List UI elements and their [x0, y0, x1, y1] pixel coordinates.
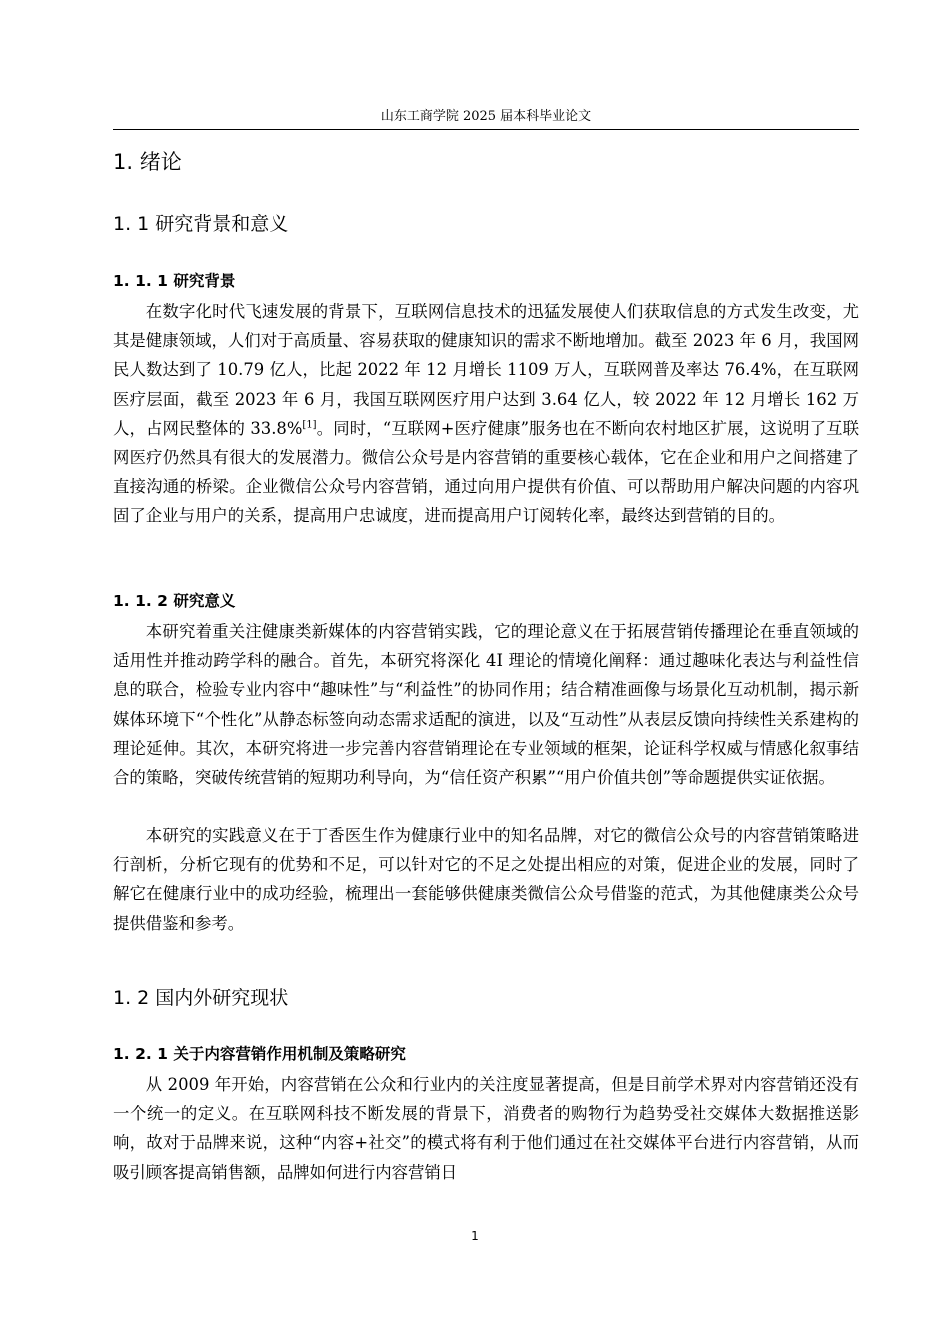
- subsection-heading-1-2-1: 1. 2. 1 关于内容营销作用机制及策略研究: [113, 1045, 406, 1063]
- chapter-title: 1. 绪论: [113, 150, 182, 174]
- paragraph-research-significance-2: 本研究的实践意义在于丁香医生作为健康行业中的知名品牌，对它的微信公众号的内容营销策略进行剖析，分析它现有的优势和不足，可以针对它的不足之处提出相应的对策，促进企业的发展，同时了解它在健康行业中的成功经验，梳理出一套能够供健康类微信公众号借鉴的范式，为其他健康类公众号提供借鉴和参考。: [113, 826, 859, 933]
- section-heading-1-2: 1. 2 国内外研究现状: [113, 987, 289, 1009]
- running-header: 山东工商学院 2025 届本科毕业论文: [380, 109, 592, 124]
- paragraph-text: 。同时，“互联网+医疗健康”服务也在不断向农村地区扩展，这说明了互联网医疗仍然具有很大的发展潜力。微信公众号是内容营销的重要核心载体，它在企业和用户之间搭建了直接沟通的桥梁。企业微信公众号内容营销，通过向用户提供有价值、可以帮助用户解决问题的内容巩固了企业与用户的关系，提高用户忠诚度，进而提高用户订阅转化率，最终达到营销的目的。: [113, 418, 859, 526]
- paragraph-research-significance-1: 本研究着重关注健康类新媒体的内容营销实践，它的理论意义在于拓展营销传播理论在垂直领域的适用性并推动跨学科的融合。首先，本研究将深化 4I 理论的情境化阐释：通过趣味化表达与利益性信息的联合，检验专业内容中“趣味性”与“利益性”的协同作用；结合精准画像与场景化互动机制，揭示新媒体环境下“个性化”从静态标签向动态需求适配的演进，以及“互动性”从表层反馈向持续性关系建构的理论延伸。其次，本研究将进一步完善内容营销理论在专业领域的框架，论证科学权威与情感化叙事结合的策略，突破传统营销的短期功利导向，为“信任资产积累”“用户价值共创”等命题提供实证依据。: [113, 622, 859, 788]
- citation-marker: [1]: [302, 419, 317, 431]
- section-heading-1-1: 1. 1 研究背景和意义: [113, 213, 289, 235]
- page-number: 1: [471, 1229, 479, 1243]
- paragraph-content-marketing: 从 2009 年开始，内容营销在公众和行业内的关注度显著提高，但是目前学术界对内容营销还没有一个统一的定义。在互联网科技不断发展的背景下，消费者的购物行为趋势受社交媒体大数据推送影响，故对于品牌来说，这种“内容+社交”的模式将有利于他们通过在社交媒体平台进行内容营销，从而吸引顾客提高销售额，品牌如何进行内容营销日: [113, 1075, 859, 1182]
- paragraph-research-background: [113, 297, 859, 531]
- subsection-heading-1-1-2: 1. 1. 2 研究意义: [113, 592, 236, 610]
- header-divider: [113, 129, 859, 130]
- subsection-heading-1-1-1: 1. 1. 1 研究背景: [113, 272, 236, 290]
- paragraph-text: 在数字化时代飞速发展的背景下，互联网信息技术的迅猛发展使人们获取信息的方式发生改变，尤其是健康领域，人们对于高质量、容易获取的健康知识的需求不断地增加。截至 2023 年 6 月，我国网民人数达到了 10.79 亿人，比起 2022 年 12 月增长 1109 万人，互联网普及率达 76.4%，在互联网医疗层面，截至 2023 年 6 月，我国互联网医疗用户达到 3.64 亿人，较 2022 年 12 月增长 162 万人，占网民整体的 33.8%: [113, 302, 859, 438]
